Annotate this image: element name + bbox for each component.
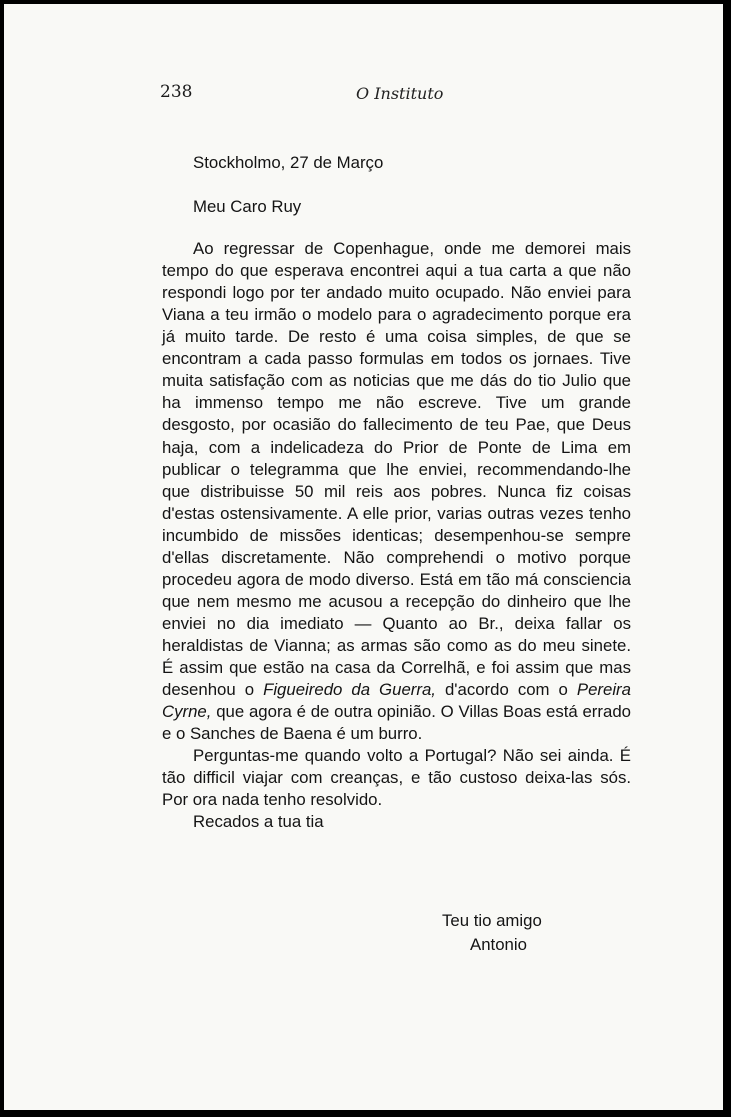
paragraph-1 [162, 238, 631, 745]
paragraph-3: Recados a tua tia [193, 812, 324, 832]
letter-body [162, 152, 631, 833]
closing-block [442, 909, 542, 957]
document-page [4, 4, 729, 1110]
italic-name-2: Pereira Cyrne, [162, 680, 631, 722]
italic-name-1: Figueiredo da Guerra, [263, 680, 436, 700]
signature: Antonio [470, 935, 527, 954]
dateline: Stockholmo, 27 de Março [193, 153, 384, 172]
closing-line: Teu tio amigo [442, 911, 542, 930]
paragraph-1-mid: d'acordo com o [435, 680, 577, 700]
paragraph-1-text: Ao regressar de Copenhague, onde me demorei mais tempo do que esperava encontrei aqui a tua carta a que não respondi logo por ter andado muito ocupado. Não enviei para Viana a teu irmão o modelo para o agradecimento porque era já muito tarde. De resto é uma coisa simples, de que se encontram a cada passo formulas em todos os jornaes. Tive muita satisfação com as noticias que me dás do tio Julio que ha immenso tempo me não escreve. Tive um grande desgosto, por ocasião do fallecimento de teu Pae, que Deus haja, com a indelicadeza do Prior de Ponte de Lima em publicar o telegramma que lhe enviei, recommendando-lhe que distribuisse 50 mil reis aos pobres. Nunca fiz coisas d'estas ostensivamente. A elle prior, varias outras vezes tenho incumbido de missões identicas; desempenhou-se sempre d'ellas discretamente. Não comprehendi o motivo porque procedeu agora de modo diverso. Está em tão má consciencia que nem mesmo me acusou a recepção do dinheiro que lhe enviei no dia imediato — Quanto ao Br., deixa fallar os heraldistas de Vianna; as armas são como as do meu sinete. É assim que estão na casa da Correlhã, e foi assim que mas desenhou o [162, 239, 631, 700]
paragraph-1-end: que agora é de outra opinião. O Villas Boas está errado e o Sanches de Baena é um burro. [162, 702, 631, 744]
paragraph-2: Perguntas-me quando volto a Portugal? Não sei ainda. É tão difficil viajar com creanças, e tão custoso deixa-las sós. Por ora nada tenho resolvido. [162, 746, 631, 810]
page-number: 238 [160, 82, 193, 102]
running-title: O Instituto [356, 84, 444, 103]
salutation: Meu Caro Ruy [193, 197, 302, 217]
